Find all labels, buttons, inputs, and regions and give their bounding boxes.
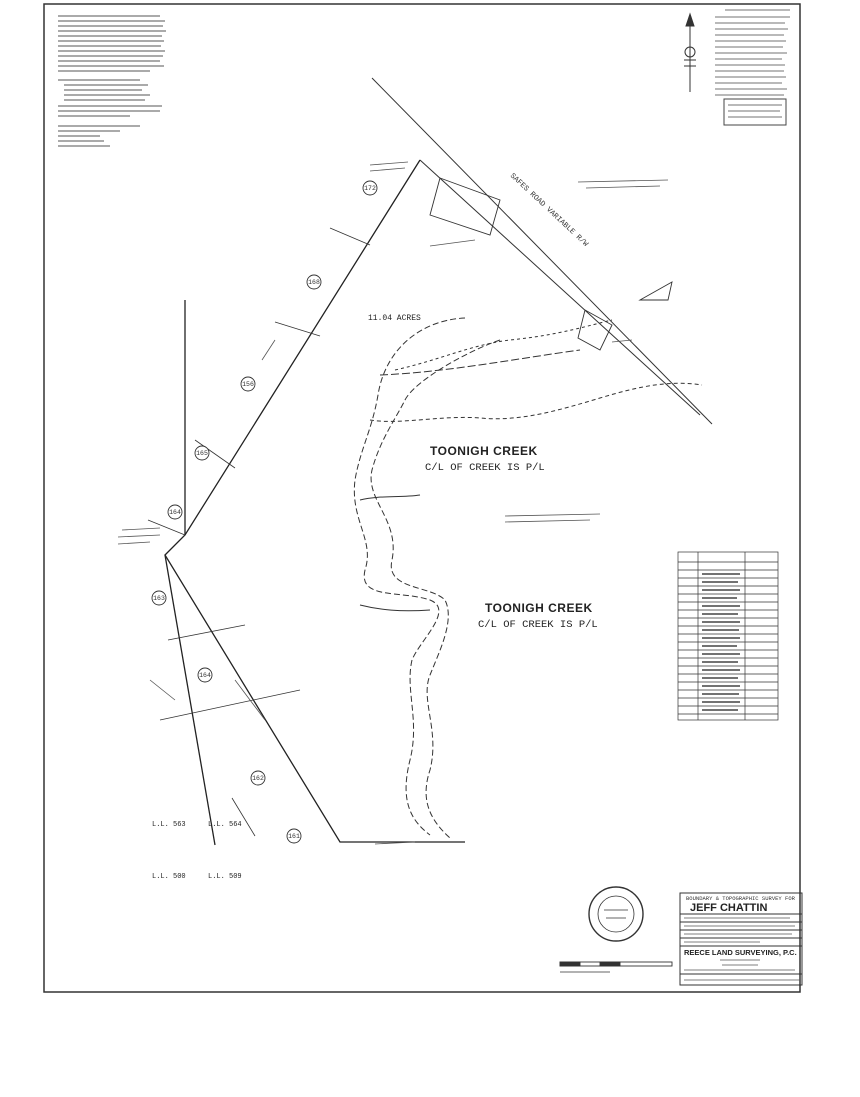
lot-number: 162 [252,775,264,782]
creek-name-label-2: TOONIGH CREEK [485,601,593,615]
lot-number: 168 [308,279,320,286]
creek-note-label-1: C/L OF CREEK IS P/L [425,462,545,474]
scale-bar [560,962,672,972]
lot-number: 164 [169,509,181,516]
sheet-border [44,4,800,992]
land-lot-label: L.L. 564 [208,821,242,829]
lot-number: 165 [196,450,208,457]
creek-name-label-1: TOONIGH CREEK [430,444,538,458]
creek-centerline [354,318,702,838]
lot-number: 164 [199,672,211,679]
adjacent-lot-lines [148,228,370,836]
legend-block [715,10,790,125]
creek-note-label-2: C/L OF CREEK IS P/L [478,619,598,631]
lot-number: 172 [364,185,376,192]
lot-number: 156 [242,381,254,388]
north-arrow-icon [684,14,696,92]
lot-number-circles [152,181,377,843]
structure-outline [430,178,672,350]
surveyor-seal [589,887,643,941]
property-boundary [165,160,465,845]
road-right-of-way [372,78,712,424]
general-notes-block [58,16,166,146]
acreage-label: 11.04 ACRES [368,314,421,323]
land-lot-label: L.L. 500 [152,873,186,881]
survey-type-label: BOUNDARY & TOPOGRAPHIC SURVEY FOR [686,895,795,902]
client-name: JEFF CHATTIN [690,902,768,914]
boundary-annotation-marks [118,162,668,844]
land-lot-label: L.L. 563 [152,821,186,829]
road-name-label: SAFES ROAD VARIABLE R/W [507,172,590,249]
land-lot-label: L.L. 509 [208,873,242,881]
lot-number: 161 [288,833,300,840]
lot-number: 163 [153,595,165,602]
company-name: REECE LAND SURVEYING, P.C. [684,948,797,957]
